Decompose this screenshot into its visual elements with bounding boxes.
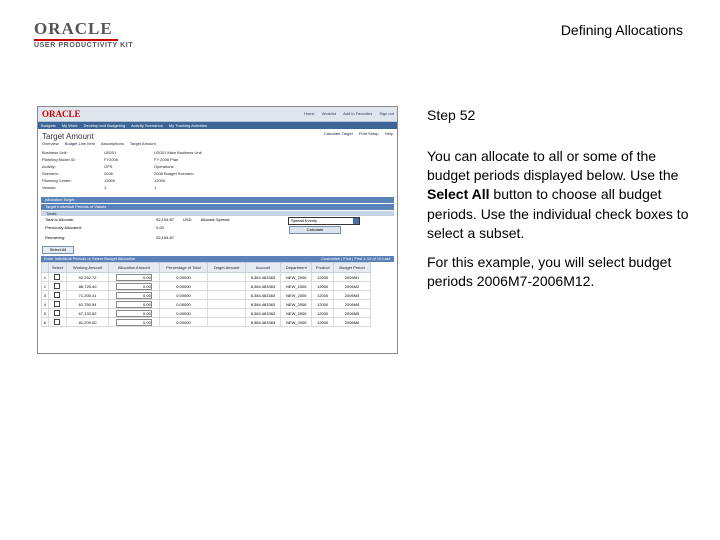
header-links (298, 111, 394, 116)
header-link-home[interactable]: Home (303, 111, 315, 116)
remaining-label: Remaining: (45, 235, 66, 240)
section-allocation-target[interactable]: Allocation Target (41, 197, 394, 203)
oracle-wordmark: ORACLE (34, 19, 113, 38)
field-value: 12000 (104, 178, 116, 183)
select-cell (48, 318, 66, 327)
target-cell (208, 318, 245, 327)
instruction-paragraph-2: For this example, you will select budget periods 2006M7-2006M12. (427, 254, 672, 290)
product: 12000 (312, 300, 334, 309)
breadcrumb-item[interactable]: Overview (42, 141, 59, 146)
nav-item[interactable]: Develop and Budgeting (83, 123, 126, 128)
nav-item[interactable]: Budgets (41, 123, 56, 128)
alloc-cell (109, 291, 160, 300)
column-header: Account (245, 263, 281, 273)
grid-title: Enter Individual Periods or Select Budget Allocation (44, 256, 136, 261)
budget-period: 2006M2 (334, 282, 371, 291)
allocation-amount-input[interactable]: 0.00 (116, 301, 152, 308)
nav-item[interactable]: My Tracking Activities (168, 123, 208, 128)
period-checkbox[interactable] (54, 301, 60, 307)
department: NEW_2006 (281, 318, 312, 327)
app-nav (38, 122, 397, 129)
row-number: 4 (42, 300, 49, 309)
table-row (42, 273, 371, 282)
grid-header-row (42, 263, 371, 273)
field-label: Planning Center: (42, 178, 72, 183)
allocation-method-value: Spread Evenly (291, 218, 318, 223)
field-value: 2006 (104, 171, 113, 176)
budget-period: 2006M6 (334, 318, 371, 327)
target-cell (208, 291, 245, 300)
previously-label: Previously Allocated: (45, 225, 82, 230)
step-label: Step 52 (427, 107, 476, 123)
target-cell (208, 300, 245, 309)
header-fields (38, 150, 397, 196)
target-cell (208, 273, 245, 282)
section-individual-periods[interactable]: Target Individual Periods of Values (41, 204, 394, 210)
department: NEW_2006 (281, 309, 312, 318)
product: 12000 (312, 309, 334, 318)
select-all-emphasis: Select All (427, 186, 490, 203)
allocation-amount-input[interactable]: 0.00 (116, 274, 152, 281)
table-row (42, 282, 371, 291)
department: NEW_2006 (281, 273, 312, 282)
product: 12000 (312, 318, 334, 327)
field-label: Planning Model ID: (42, 157, 76, 162)
field-extra: FY 2006 Plan (154, 157, 179, 162)
budget-period: 2006M1 (334, 273, 371, 282)
select-all-button[interactable]: Select All (42, 246, 74, 254)
column-header: Working Amount (67, 263, 109, 273)
total-currency: USD (183, 217, 192, 222)
period-checkbox[interactable] (54, 274, 60, 280)
working-amount: 86,725.40 (67, 282, 109, 291)
remaining-value: 92,154.87 (156, 235, 174, 240)
total-row (45, 217, 230, 222)
embedded-screenshot (37, 106, 398, 354)
budget-period: 2006M5 (334, 309, 371, 318)
row-number: 5 (42, 309, 49, 318)
field-row (42, 157, 178, 163)
account: 8,384.483363 (245, 273, 281, 282)
percentage: 0.00000 (159, 309, 208, 318)
field-extra: 1 (154, 185, 157, 190)
account: 8,384.483363 (245, 282, 281, 291)
working-amount: 61,750.54 (67, 300, 109, 309)
logo-rule (34, 39, 118, 41)
period-checkbox[interactable] (54, 310, 60, 316)
header-link-signout[interactable]: Sign out (379, 111, 394, 116)
period-checkbox[interactable] (54, 319, 60, 325)
account: 8,384.483363 (245, 309, 281, 318)
instruction-text-a: You can allocate to all or some of the budget periods displayed below. Use the (427, 148, 679, 184)
budget-period-grid (41, 262, 371, 327)
field-row (42, 150, 202, 156)
alloc-cell (109, 300, 160, 309)
app-logo: ORACLE (42, 109, 81, 119)
product: 12000 (312, 291, 334, 300)
instruction-paragraph-1 (427, 147, 689, 243)
app-page-heading: Target Amount (42, 132, 94, 141)
field-row (42, 164, 174, 170)
field-row (42, 171, 194, 177)
field-extra: 2006 Budget Scenario (154, 171, 194, 176)
grid-links[interactable]: Customize | Find | First 1-12 of 12 Last (321, 256, 390, 261)
target-cell (208, 309, 245, 318)
account: 8,384.483363 (245, 300, 281, 309)
table-row (42, 309, 371, 318)
target-cell (208, 282, 245, 291)
chevron-down-icon[interactable] (353, 218, 359, 224)
allocate-label: Allocate Spread: (200, 217, 230, 222)
column-header (42, 263, 49, 273)
allocation-amount-input[interactable]: 0.00 (116, 283, 152, 290)
field-row (42, 178, 165, 184)
column-header: Percentage of Total (159, 263, 208, 273)
nav-item[interactable]: Activity Scenarios (131, 123, 163, 128)
table-row (42, 300, 371, 309)
period-checkbox[interactable] (54, 283, 60, 289)
product: 12000 (312, 282, 334, 291)
column-header: Target Amount (208, 263, 245, 273)
select-cell (48, 291, 66, 300)
totals-panel (41, 216, 394, 244)
alloc-cell (109, 318, 160, 327)
percentage: 0.00000 (159, 282, 208, 291)
previously-row (45, 225, 164, 230)
row-number: 2 (42, 282, 49, 291)
row-number: 6 (42, 318, 49, 327)
header-link-worklist[interactable]: Worklist (321, 111, 336, 116)
field-extra: Operations (154, 164, 174, 169)
remaining-row (45, 235, 174, 240)
tool-help[interactable]: Help (384, 131, 393, 136)
alloc-cell (109, 309, 160, 318)
select-cell (48, 309, 66, 318)
page-title: Defining Allocations (560, 22, 683, 38)
grid-header (41, 256, 394, 262)
percentage: 0.00000 (159, 273, 208, 282)
breadcrumb-item[interactable]: Assumptions (100, 141, 124, 146)
budget-period: 2006M3 (334, 291, 371, 300)
header-link-favorites[interactable]: Add to Favorites (343, 111, 373, 116)
period-checkbox[interactable] (54, 292, 60, 298)
percentage: 0.00000 (159, 318, 208, 327)
app-header (38, 107, 397, 122)
nav-item[interactable]: My Work (61, 123, 78, 128)
allocation-amount-input[interactable]: 0.00 (116, 319, 152, 326)
breadcrumb (42, 141, 397, 147)
field-label: Activity: (42, 164, 56, 169)
field-value: FY2006 (104, 157, 119, 162)
breadcrumb-item: Target Amount (129, 141, 156, 146)
percentage: 0.00000 (159, 300, 208, 309)
tool-calculate[interactable]: Calculate Target (323, 131, 353, 136)
total-label: Total to Allocate: (45, 217, 75, 222)
upk-tagline: USER PRODUCTIVITY KIT (34, 42, 134, 49)
field-label: Version: (42, 185, 57, 190)
select-cell (48, 273, 66, 282)
alloc-cell (109, 282, 160, 291)
field-label: Scenario: (42, 171, 59, 176)
column-header: Allocation Amount (109, 263, 160, 273)
working-amount: 81,209.00 (67, 318, 109, 327)
instruction-text-b: button to choose all budget periods. Use the individual check boxes to select a subset. (427, 186, 689, 241)
total-value: 92,154.87 (156, 217, 174, 222)
department: NEW_2006 (281, 300, 312, 309)
allocation-amount-input[interactable]: 0.00 (116, 292, 152, 299)
column-header: Department (281, 263, 312, 273)
budget-period: 2006M4 (334, 300, 371, 309)
calculate-button[interactable]: Calculate (289, 226, 341, 234)
percentage: 0.00000 (159, 291, 208, 300)
field-extra: 12000 (154, 178, 166, 183)
field-value: 1 (104, 185, 107, 190)
field-row (42, 185, 156, 191)
department: NEW_2006 (281, 282, 312, 291)
field-value: OPS (104, 164, 113, 169)
totals-heading: Totals (41, 211, 394, 216)
account: 8,384.483363 (245, 318, 281, 327)
field-value: US001 (104, 150, 117, 155)
account: 8,384.483363 (245, 291, 281, 300)
select-cell (48, 282, 66, 291)
table-row (42, 318, 371, 327)
allocation-method-dropdown[interactable] (288, 217, 360, 225)
working-amount: 92,252.72 (67, 273, 109, 282)
column-header: Select (48, 263, 66, 273)
table-row (42, 291, 371, 300)
oracle-upk-logo (34, 20, 152, 52)
step-instructions (427, 147, 689, 301)
column-header: Budget Period (334, 263, 371, 273)
select-cell (48, 300, 66, 309)
tool-print[interactable]: Print Setup (358, 131, 379, 136)
alloc-cell (109, 273, 160, 282)
previously-value: 0.00 (156, 225, 164, 230)
field-extra: US001 Main Business Unit (154, 150, 202, 155)
product: 12000 (312, 273, 334, 282)
page-tools (319, 131, 393, 136)
breadcrumb-item[interactable]: Budget Line Item (64, 141, 96, 146)
department: NEW_2006 (281, 291, 312, 300)
working-amount: 71,200.41 (67, 291, 109, 300)
field-label: Business Unit: (42, 150, 68, 155)
row-number: 1 (42, 273, 49, 282)
working-amount: 67,133.52 (67, 309, 109, 318)
allocation-amount-input[interactable]: 0.00 (116, 310, 152, 317)
row-number: 3 (42, 291, 49, 300)
column-header: Product (312, 263, 334, 273)
